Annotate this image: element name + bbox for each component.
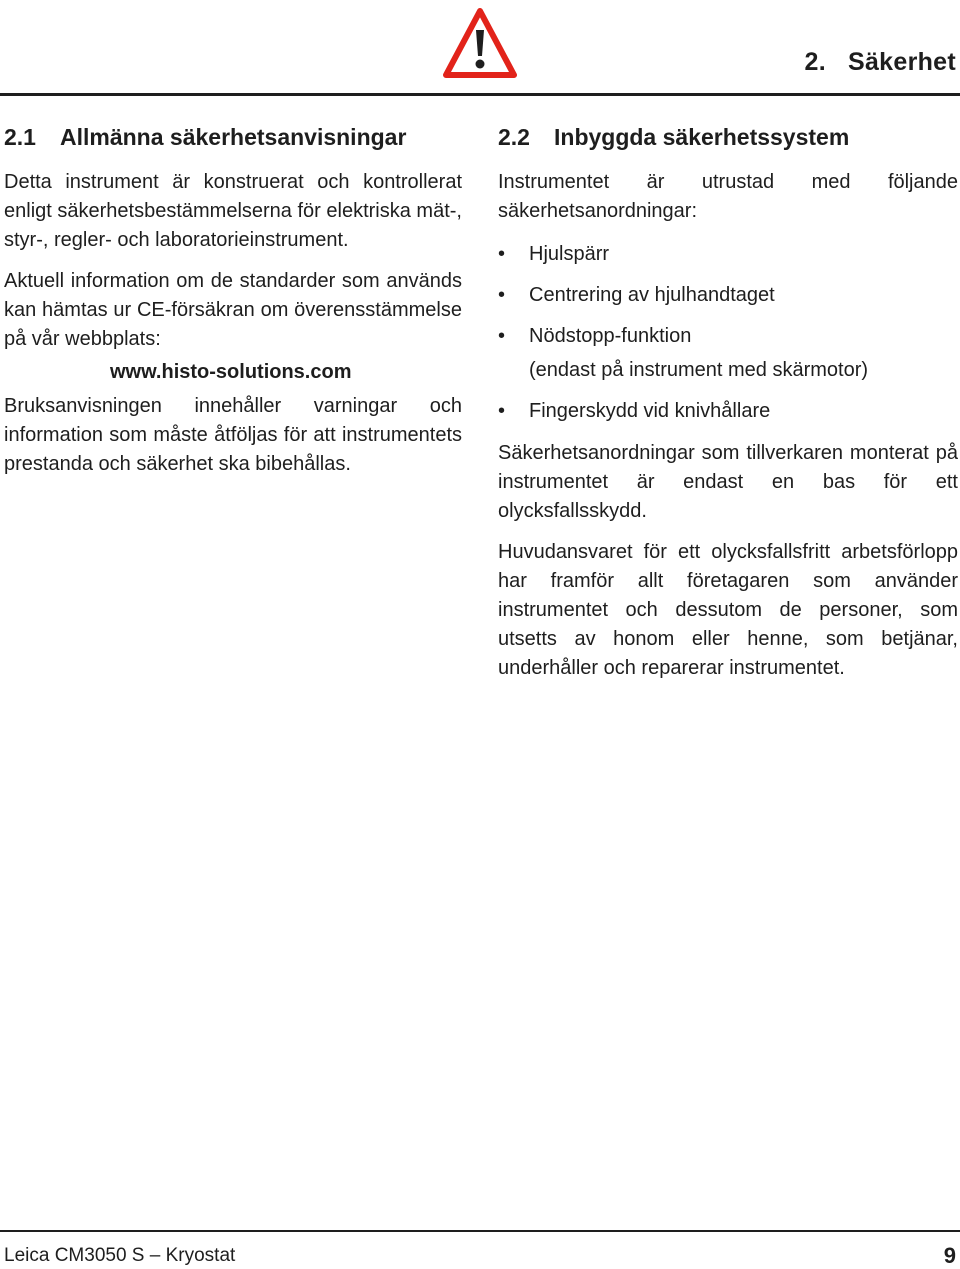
paragraph: Aktuell information om de standarder som används kan hämtas ur CE-försäkran om överensstämmelse på vår webbplats: <box>4 270 462 350</box>
section-heading <box>498 124 958 151</box>
list-item <box>498 281 958 309</box>
list-item <box>498 240 958 268</box>
list-item <box>498 397 958 425</box>
warning-triangle-icon <box>443 8 517 80</box>
safety-device-list <box>498 240 958 425</box>
chapter-title <box>805 48 956 77</box>
bullet-icon: • <box>498 284 506 306</box>
chapter-name: Säkerhet <box>847 48 956 76</box>
section-title: Inbyggda säkerhetssystem <box>554 124 850 150</box>
footer-product: Leica CM3050 S – Kryostat <box>4 1245 236 1266</box>
paragraph: Huvudansvaret för ett olycksfallsfritt arbetsförlopp har framför allt företagaren som använder instrumentet och dessutom de personer, som utsetts av honom eller henne, som betjänar, underhåller och reparerar instrumentet. <box>498 541 958 679</box>
list-item-label: Hjulspärr <box>529 243 610 265</box>
page-number: 9 <box>943 1243 956 1268</box>
chapter-number: 2. <box>804 48 826 76</box>
paragraph: Detta instrument är konstruerat och kontrollerat enligt säkerhetsbestämmelserna för elektriska mät-, styr-, regler- och laboratorieinstrument. <box>4 171 462 251</box>
section-title: Allmänna säkerhetsanvisningar <box>60 124 407 150</box>
paragraph: Instrumentet är utrustad med följande säkerhetsanordningar: <box>498 171 958 222</box>
paragraph: Säkerhetsanordningar som tillverkaren monterat på instrumentet är endast en bas för ett olycksfallsskydd. <box>498 442 958 522</box>
list-item-label: Centrering av hjulhandtaget <box>529 284 775 306</box>
section-number: 2.2 <box>498 124 530 150</box>
header-rule <box>0 93 960 96</box>
footer-rule <box>0 1230 960 1232</box>
list-item-label: Nödstopp-funktion <box>529 325 692 347</box>
section-general-safety <box>4 124 462 491</box>
section-builtin-safety-systems <box>498 124 958 695</box>
list-item <box>498 322 958 384</box>
paragraph: Bruksanvisningen innehåller varningar och information som måste åtföljas för att instrumentets prestanda och säkerhet ska bibehållas. <box>4 395 462 475</box>
bullet-icon: • <box>498 243 506 265</box>
list-item-label: Fingerskydd vid knivhållare <box>529 400 771 422</box>
bullet-icon: • <box>498 325 506 347</box>
section-number: 2.1 <box>4 124 36 150</box>
list-item-note: (endast på instrument med skärmotor) <box>529 359 869 381</box>
website-link[interactable]: www.histo-solutions.com <box>110 361 352 383</box>
section-heading <box>4 124 462 151</box>
bullet-icon: • <box>498 400 506 422</box>
